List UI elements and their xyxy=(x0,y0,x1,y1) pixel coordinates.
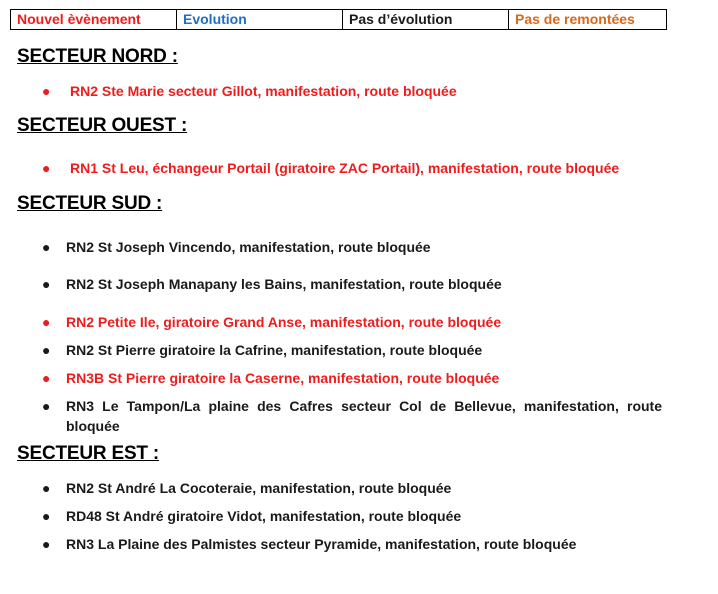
list-item: ● RN2 Ste Marie secteur Gillot, manifestation, route bloquée xyxy=(42,83,457,99)
legend-evolution: Evolution xyxy=(177,10,343,29)
bullet-icon: ● xyxy=(42,508,51,524)
list-item: ● RN3 La Plaine des Palmistes secteur Pyramide, manifestation, route bloquée xyxy=(42,536,577,552)
bullet-icon: ● xyxy=(42,398,51,414)
list-item: ● RN2 St Joseph Manapany les Bains, manifestation, route bloquée xyxy=(42,276,502,292)
section-title-ouest: SECTEUR OUEST : xyxy=(17,115,188,136)
list-item: ● RN2 St Joseph Vincendo, manifestation, route bloquée xyxy=(42,239,431,255)
list-item: ● RN2 St Pierre giratoire la Cafrine, manifestation, route bloquée xyxy=(42,342,483,358)
legend-no-change: Pas d’évolution xyxy=(343,10,509,29)
bullet-icon: ● xyxy=(42,480,51,496)
bullet-icon: ● xyxy=(42,314,51,330)
section-title-est: SECTEUR EST : xyxy=(17,443,160,464)
bullet-icon: ● xyxy=(42,342,51,358)
bullet-icon: ● xyxy=(42,370,51,386)
bullet-icon: ● xyxy=(42,239,51,255)
list-item: ● RN2 Petite Ile, giratoire Grand Anse, manifestation, route bloquée xyxy=(42,314,502,330)
section-title-sud: SECTEUR SUD : xyxy=(17,193,163,214)
list-item: ● RN2 St André La Cocoteraie, manifestation, route bloquée xyxy=(42,480,452,496)
legend-new-event: Nouvel èvènement xyxy=(11,10,177,29)
list-item: ● RN3B St Pierre giratoire la Caserne, manifestation, route bloquée xyxy=(42,370,500,386)
section-title-nord: SECTEUR NORD : xyxy=(17,46,178,67)
list-item: ● RD48 St André giratoire Vidot, manifestation, route bloquée xyxy=(42,508,462,524)
bullet-icon: ● xyxy=(42,276,51,292)
list-item: ● RN1 St Leu, échangeur Portail (giratoire ZAC Portail), manifestation, route bloquée xyxy=(42,160,620,176)
bullet-icon: ● xyxy=(42,83,51,99)
bullet-icon: ● xyxy=(42,160,51,176)
bullet-icon: ● xyxy=(42,536,51,552)
list-item: ● RN3 Le Tampon/La plaine des Cafres secteur Col de Bellevue, manifestation, route bloquée xyxy=(42,398,662,434)
legend-no-report: Pas de remontées xyxy=(515,11,635,27)
status-legend-table xyxy=(10,9,667,30)
